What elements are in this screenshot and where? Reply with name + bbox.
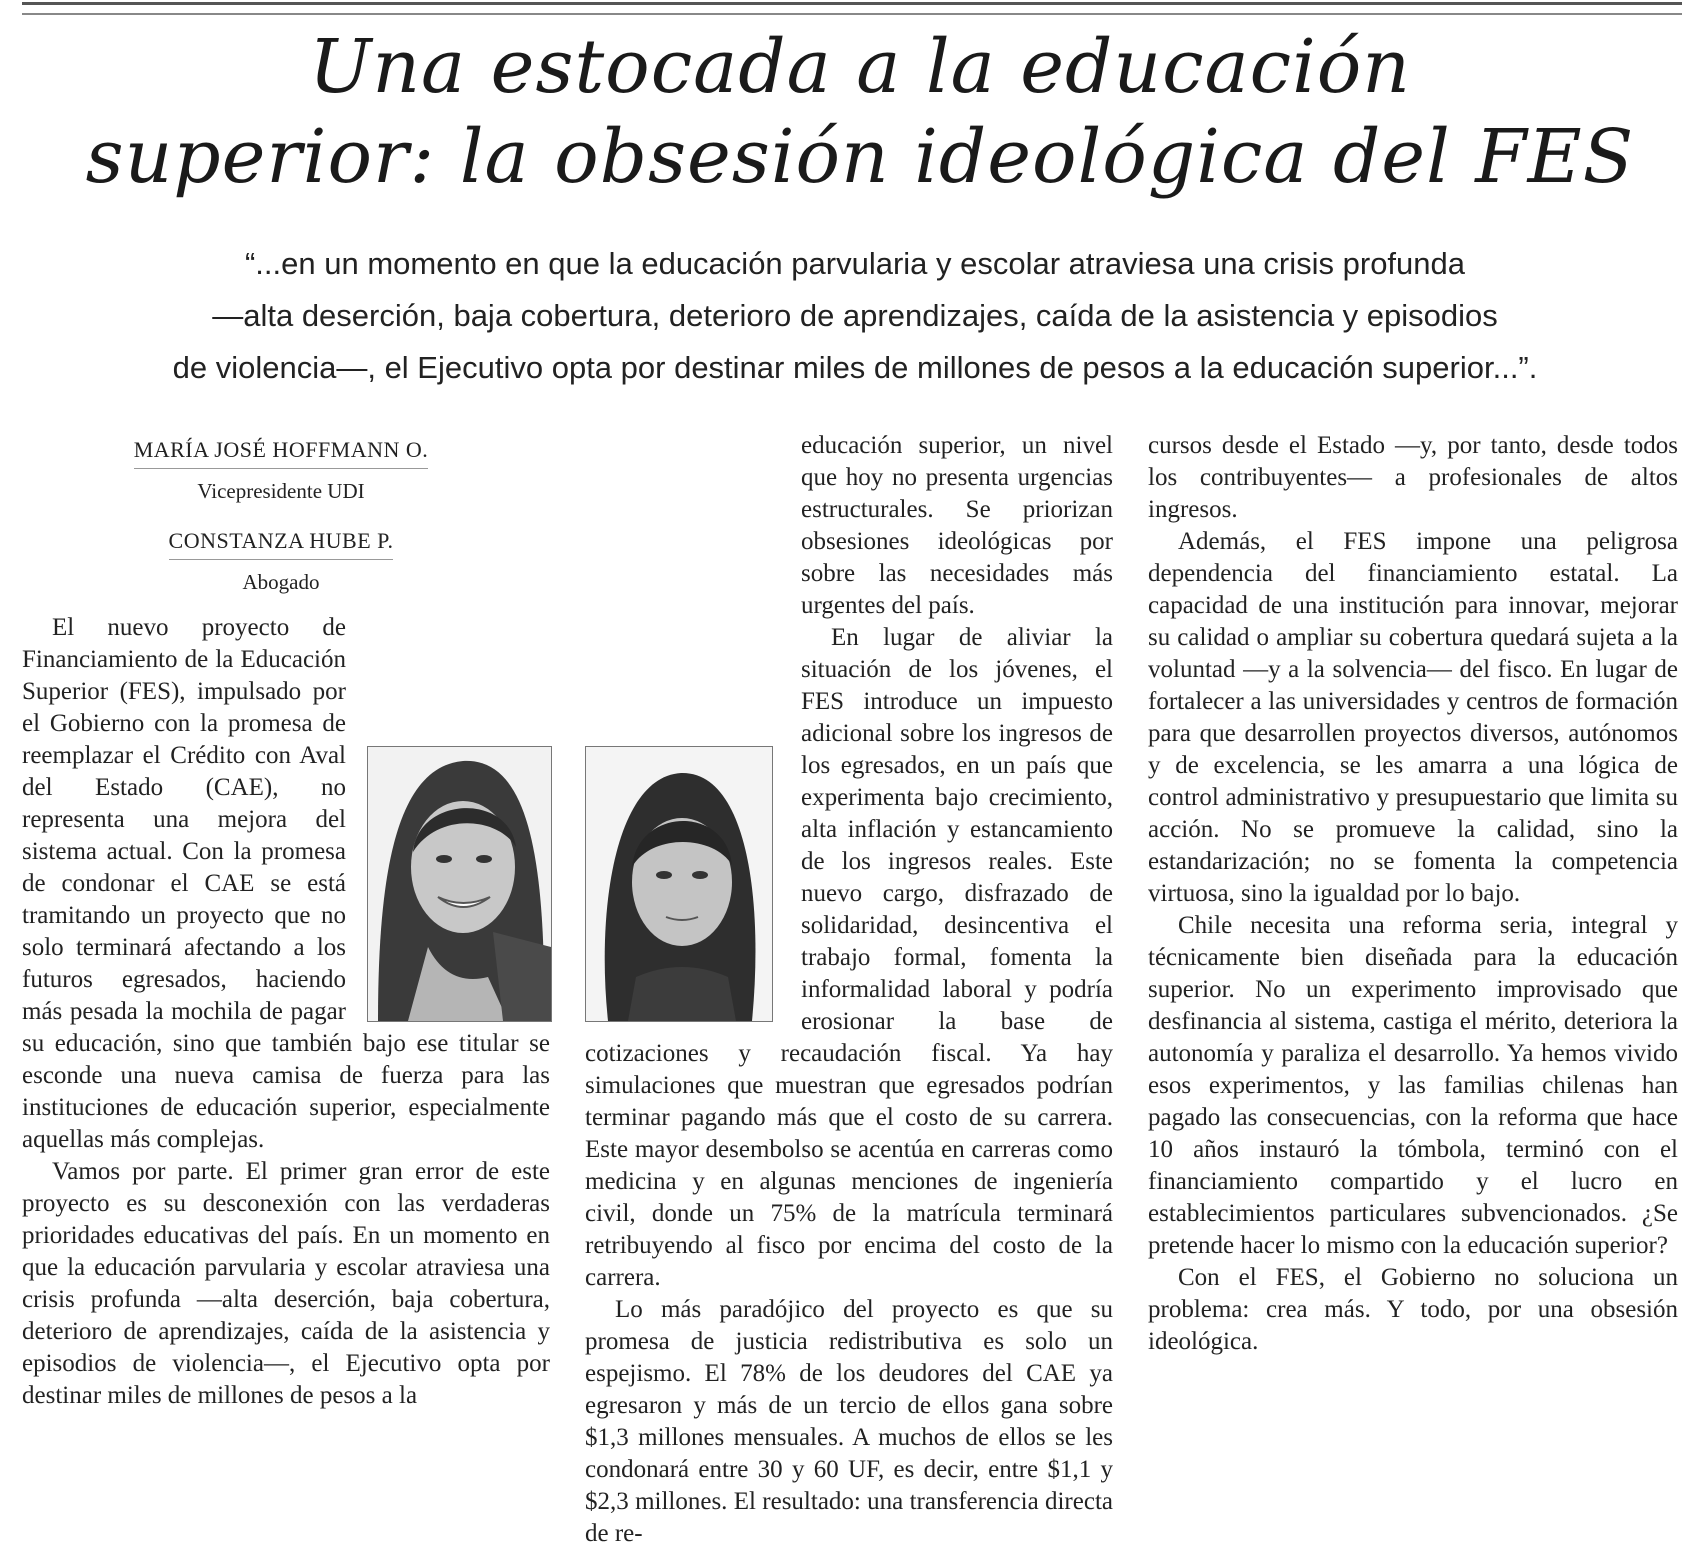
headline	[60, 22, 1660, 202]
body-paragraph: Además, el FES impone una peligrosa dependencia del financiamiento estatal. La capacidad de una institución para innovar, mejorar su calidad o ampliar su cobertura quedará sujeta a la voluntad —y a la solvencia— del fisco. En lugar de fortalecer a las universidades y centros de formación para que desarrollen proyectos diversos, autónomos y de excelencia, se les amarra a una lógica de control administrativo y presupuestario que limita su acción. No se promueve la calidad, sino la estandarización; no se fomenta la competencia virtuosa, sino la igualdad por lo bajo.	[1148, 528, 1678, 907]
lead-quote	[30, 238, 1680, 394]
author-name-2: CONSTANZA HUBE P.	[169, 525, 394, 560]
column-3	[1148, 430, 1678, 1358]
body-paragraph: Lo más paradójico del proyecto es que su promesa de justicia redistributiva es solo un espejismo. El 78% de los deudores del CAE ya egresaron y más de un tercio de ellos gana sobre $1,3 millones mensuales. A muchos de ellos se les condonará entre 30 y 60 UF, es decir, entre $1,1 y $2,3 millones. El resultado: una transferencia directa de re-	[585, 1296, 1113, 1547]
lead-line-1: “...en un momento en que la educación parvularia y escolar atraviesa una crisis profunda	[244, 246, 1466, 281]
byline	[12, 430, 550, 598]
body-paragraph: Chile necesita una reforma seria, integral y técnicamente bien diseñada para la educación superior. No un experimento improvisado que desfinancia al sistema, castiga el mérito, deteriora la autonomía y paraliza el desarrollo. Ya hemos vivido esos experimentos, y las familias chilenas han pagado las consecuencias, con la reforma que hace 10 años instauró la tómbola, terminó con el financiamiento compartido y el lucro en establecimientos particulares subvencionados. ¿Se pretende hacer lo mismo con la educación superior?	[1148, 912, 1678, 1259]
top-rule	[22, 2, 1682, 15]
body-paragraph: cursos desde el Estado —y, por tanto, desde todos los contribuyentes— a profesionales de altos ingresos.	[1148, 432, 1678, 523]
author-name-1: MARÍA JOSÉ HOFFMANN O.	[134, 434, 429, 469]
body-paragraph: educación superior, un nivel que hoy no presenta urgencias estructurales. Se priorizan obsesiones ideológicas por sobre las necesidades más urgentes del país.	[801, 432, 1113, 619]
author-role-1: Vicepresidente UDI	[197, 479, 365, 503]
body-paragraph: El nuevo proyecto de Financiamiento de la Educación Superior (FES), impulsado por el Gobierno con la promesa de reemplazar el Crédito con Aval del Estado (CAE), no representa una mejora del sistema actual. Con la promesa de condonar el CAE se está tramitando un proyecto que no solo terminará afectando a los futuros egresados, haciendo más pesada la mochila de pagar su educación, sino que también bajo ese titular se esconde una nueva camisa de fuerza para las instituciones de educación superior, especialmente aquellas más complejas.	[22, 614, 550, 1153]
author-photo-hube	[585, 746, 773, 1022]
lead-line-3: de violencia—, el Ejecutivo opta por destinar miles de millones de pesos a la educación superior...”.	[172, 350, 1538, 385]
headline-line-2: superior: la obsesión ideológica del FES	[85, 114, 1635, 200]
headline-line-1: Una estocada a la educación	[309, 24, 1411, 110]
lead-line-2: —alta deserción, baja cobertura, deterioro de aprendizajes, caída de la asistencia y episodios	[212, 298, 1498, 333]
body-paragraph: Vamos por parte. El primer gran error de este proyecto es su desconexión con las verdaderas prioridades educativas del país. En un momento en que la educación parvularia y escolar atraviesa una crisis profunda —alta deserción, baja cobertura, deterioro de aprendizajes, caída de la asistencia y episodios de violencia—, el Ejecutivo opta por destinar miles de millones de pesos a la	[22, 1158, 550, 1409]
author-role-2: Abogado	[242, 570, 320, 594]
body-paragraph: Con el FES, el Gobierno no soluciona un problema: crea más. Y todo, por una obsesión ideológica.	[1148, 1264, 1678, 1355]
body-paragraph: En lugar de aliviar la situación de los jóvenes, el FES introduce un impuesto adicional sobre los ingresos de los egresados, en un país que experimenta bajo crecimiento, alta inflación y estancamiento de los ingresos reales. Este nuevo cargo, disfrazado de solidaridad, desincentiva el trabajo formal, fomenta la informalidad laboral y podría erosionar la base de cotizaciones y recaudación fiscal. Ya hay simulaciones que muestran que egresados podrían terminar pagando más que el costo de su carrera. Este mayor desembolso se acentúa en carreras como medicina y en algunas menciones de ingeniería civil, donde un 75% de la matrícula terminará retribuyendo al fisco por encima del costo de la carrera.	[585, 624, 1113, 1291]
author-photo-hoffmann	[367, 746, 552, 1022]
